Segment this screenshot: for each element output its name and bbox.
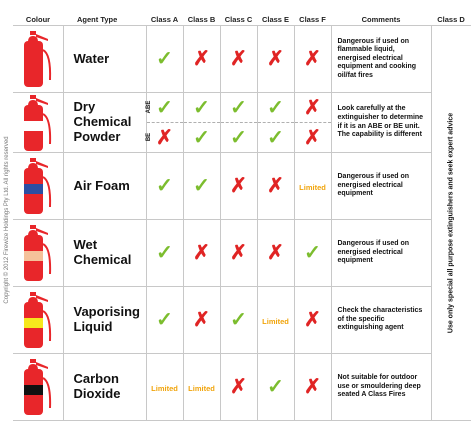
class-d-cell bbox=[431, 26, 471, 421]
table-row bbox=[13, 220, 471, 287]
table-row bbox=[13, 26, 471, 93]
comment-text: Look carefully at the extinguisher to determine if it is an ABE or BE unit. The capability is different bbox=[337, 105, 424, 139]
cross-icon: ✗ bbox=[230, 241, 247, 264]
comment-text: Not suitable for outdoor use or smouldering deep seated A Class Fires bbox=[337, 374, 421, 399]
check-icon: ✓ bbox=[230, 126, 247, 149]
cross-icon: ✗ bbox=[304, 375, 321, 398]
class-c-cell bbox=[220, 93, 257, 153]
class-c-cell bbox=[220, 287, 257, 354]
extinguisher-icon bbox=[18, 291, 58, 349]
check-icon: ✓ bbox=[193, 126, 210, 149]
comment-cell bbox=[331, 287, 431, 354]
agent-name: Air Foam bbox=[73, 177, 130, 193]
cross-icon: ✗ bbox=[304, 126, 321, 149]
colour-cell bbox=[13, 153, 63, 220]
agent-name: Vaporising Liquid bbox=[73, 304, 140, 334]
copyright-notice bbox=[1, 20, 12, 420]
cross-icon: ✗ bbox=[230, 47, 247, 70]
limited-label: Limited bbox=[262, 317, 289, 326]
class-e-cell bbox=[257, 93, 294, 153]
cross-icon: ✗ bbox=[267, 47, 284, 70]
class-c-cell bbox=[220, 220, 257, 287]
class-e-cell bbox=[257, 26, 294, 93]
check-icon: ✓ bbox=[156, 96, 173, 119]
class-e-cell bbox=[257, 220, 294, 287]
check-icon: ✓ bbox=[156, 47, 173, 70]
check-icon: ✓ bbox=[267, 96, 284, 119]
fire-extinguisher-chart bbox=[13, 13, 471, 421]
class-b-cell bbox=[183, 153, 220, 220]
header-class-f: Class F bbox=[294, 13, 331, 26]
check-icon: ✓ bbox=[156, 241, 173, 264]
class-e-cell bbox=[257, 287, 294, 354]
check-icon: ✓ bbox=[230, 96, 247, 119]
abe-label: ABE bbox=[145, 100, 152, 114]
cross-icon: ✗ bbox=[304, 308, 321, 331]
comment-cell bbox=[331, 26, 431, 93]
cross-icon: ✗ bbox=[267, 241, 284, 264]
class-b-cell bbox=[183, 220, 220, 287]
class-b-cell bbox=[183, 26, 220, 93]
check-icon: ✓ bbox=[230, 308, 247, 331]
agent-type-cell bbox=[63, 354, 146, 421]
comment-cell bbox=[331, 354, 431, 421]
class-c-cell bbox=[220, 153, 257, 220]
comment-text: Dangerous if used on energised electrical equipment bbox=[337, 173, 410, 198]
class-b-cell bbox=[183, 287, 220, 354]
header-class-a: Class A bbox=[146, 13, 183, 26]
colour-cell bbox=[13, 354, 63, 421]
header-class-c: Class C bbox=[220, 13, 257, 26]
colour-cell bbox=[13, 26, 63, 93]
class-d-note: Use only special all purpose extinguishers and seek expert advice bbox=[447, 112, 455, 334]
cross-icon: ✗ bbox=[193, 47, 210, 70]
extinguisher-icon bbox=[18, 358, 58, 416]
class-f-cell bbox=[294, 93, 331, 153]
comment-text: Check the characteristics of the specific extinguishing agent bbox=[337, 307, 423, 332]
agent-type-cell bbox=[63, 93, 146, 153]
agent-type-cell bbox=[63, 26, 146, 93]
extinguisher-icon bbox=[18, 30, 58, 88]
check-icon: ✓ bbox=[156, 174, 173, 197]
table-row bbox=[13, 354, 471, 421]
check-icon: ✓ bbox=[193, 96, 210, 119]
class-f-cell bbox=[294, 287, 331, 354]
header-class-b: Class B bbox=[183, 13, 220, 26]
header-class-e: Class E bbox=[257, 13, 294, 26]
class-a-cell bbox=[146, 93, 183, 153]
comment-cell bbox=[331, 220, 431, 287]
class-a-cell bbox=[146, 287, 183, 354]
check-icon: ✓ bbox=[267, 126, 284, 149]
comment-text: Dangerous if used on flammable liquid, energised electrical equipment and cooking oil/fat fires bbox=[337, 37, 417, 79]
table-row bbox=[13, 93, 471, 153]
check-icon: ✓ bbox=[304, 241, 321, 264]
colour-cell bbox=[13, 93, 63, 153]
class-a-cell bbox=[146, 26, 183, 93]
class-e-cell bbox=[257, 153, 294, 220]
copyright-text: Copyright © 2012 Firewize Holdings Pty Ltd. All rights reserved bbox=[3, 136, 10, 304]
limited-label: Limited bbox=[151, 384, 178, 393]
header-comments: Comments bbox=[331, 13, 431, 26]
header-class-d: Class D bbox=[431, 13, 471, 26]
extinguisher-icon bbox=[18, 224, 58, 282]
table-row bbox=[13, 287, 471, 354]
cross-icon: ✗ bbox=[267, 174, 284, 197]
limited-label: Limited bbox=[299, 183, 326, 192]
class-b-cell bbox=[183, 354, 220, 421]
check-icon: ✓ bbox=[193, 174, 210, 197]
class-e-cell bbox=[257, 354, 294, 421]
cross-icon: ✗ bbox=[156, 126, 173, 149]
comment-cell bbox=[331, 153, 431, 220]
class-b-cell bbox=[183, 93, 220, 153]
class-a-cell bbox=[146, 153, 183, 220]
class-a-cell bbox=[146, 354, 183, 421]
header-colour: Colour bbox=[13, 13, 63, 26]
table-row bbox=[13, 153, 471, 220]
colour-cell bbox=[13, 287, 63, 354]
extinguisher-icon bbox=[18, 94, 58, 152]
header-agent-type: Agent Type bbox=[63, 13, 146, 26]
agent-type-cell bbox=[63, 220, 146, 287]
check-icon: ✓ bbox=[267, 375, 284, 398]
cross-icon: ✗ bbox=[193, 241, 210, 264]
agent-type-cell bbox=[63, 287, 146, 354]
class-f-cell bbox=[294, 153, 331, 220]
colour-cell bbox=[13, 220, 63, 287]
comment-text: Dangerous if used on energised electrical equipment bbox=[337, 240, 410, 265]
cross-icon: ✗ bbox=[193, 308, 210, 331]
cross-icon: ✗ bbox=[304, 47, 321, 70]
class-a-cell bbox=[146, 220, 183, 287]
class-f-cell bbox=[294, 354, 331, 421]
class-c-cell bbox=[220, 26, 257, 93]
class-f-cell bbox=[294, 26, 331, 93]
extinguisher-icon bbox=[18, 157, 58, 215]
check-icon: ✓ bbox=[156, 308, 173, 331]
agent-name: Dry Chemical Powder bbox=[73, 99, 132, 144]
cross-icon: ✗ bbox=[230, 174, 247, 197]
agent-type-cell bbox=[63, 153, 146, 220]
cross-icon: ✗ bbox=[230, 375, 247, 398]
comment-cell bbox=[331, 93, 431, 153]
agent-name: Water bbox=[73, 50, 110, 66]
limited-label: Limited bbox=[188, 384, 215, 393]
be-label: BE bbox=[145, 132, 152, 142]
agent-name: Wet Chemical bbox=[73, 237, 132, 267]
class-c-cell bbox=[220, 354, 257, 421]
cross-icon: ✗ bbox=[304, 96, 321, 119]
agent-name: Carbon Dioxide bbox=[73, 371, 121, 401]
header-row bbox=[13, 13, 471, 26]
class-f-cell bbox=[294, 220, 331, 287]
